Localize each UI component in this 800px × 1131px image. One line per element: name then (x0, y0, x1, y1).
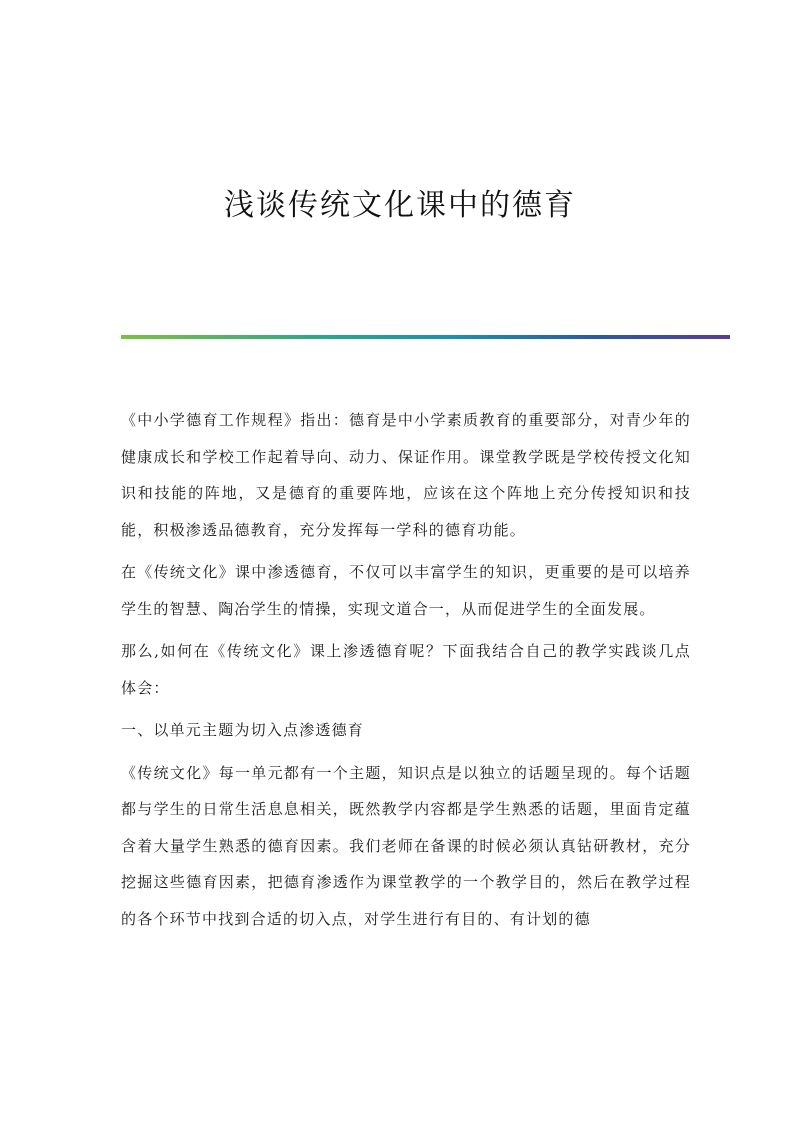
paragraph-section-1: 《传统文化》每一单元都有一个主题，知识点是以独立的话题呈现的。每个话题都与学生的日常生活息息相关，既然教学内容都是学生熟悉的话题，里面肯定蕴含着大量学生熟悉的德育因素。我们老师在备课的时候必须认真钻研教材，充分挖掘这些德育因素，把德育渗透作为课堂教学的一个教学目的，然后在教学过程的各个环节中找到合适的切入点，对学生进行有目的、有计划的德 (121, 763, 691, 928)
paragraph-question: 那么,如何在《传统文化》课上渗透德育呢？下面我结合自己的教学实践谈几点体会： (121, 642, 691, 697)
document-body (121, 402, 691, 943)
document-title: 浅谈传统文化课中的德育 (224, 188, 576, 223)
paragraph-intro: 《中小学德育工作规程》指出：德育是中小学素质教育的重要部分，对青少年的健康成长和学校工作起着导向、动力、保证作用。课堂教学既是学校传授文化知识和技能的阵地，又是德育的重要阵地，应该在这个阵地上充分传授知识和技能，积极渗透品德教育，充分发挥每一学科的德育功能。 (121, 411, 691, 539)
section-heading-1: 一、以单元主题为切入点渗透德育 (121, 721, 365, 739)
paragraph-purpose: 在《传统文化》课中渗透德育，不仅可以丰富学生的知识，更重要的是可以培养学生的智慧、陶冶学生的情操，实现文道合一，从而促进学生的全面发展。 (121, 563, 691, 618)
title-divider (121, 335, 730, 339)
